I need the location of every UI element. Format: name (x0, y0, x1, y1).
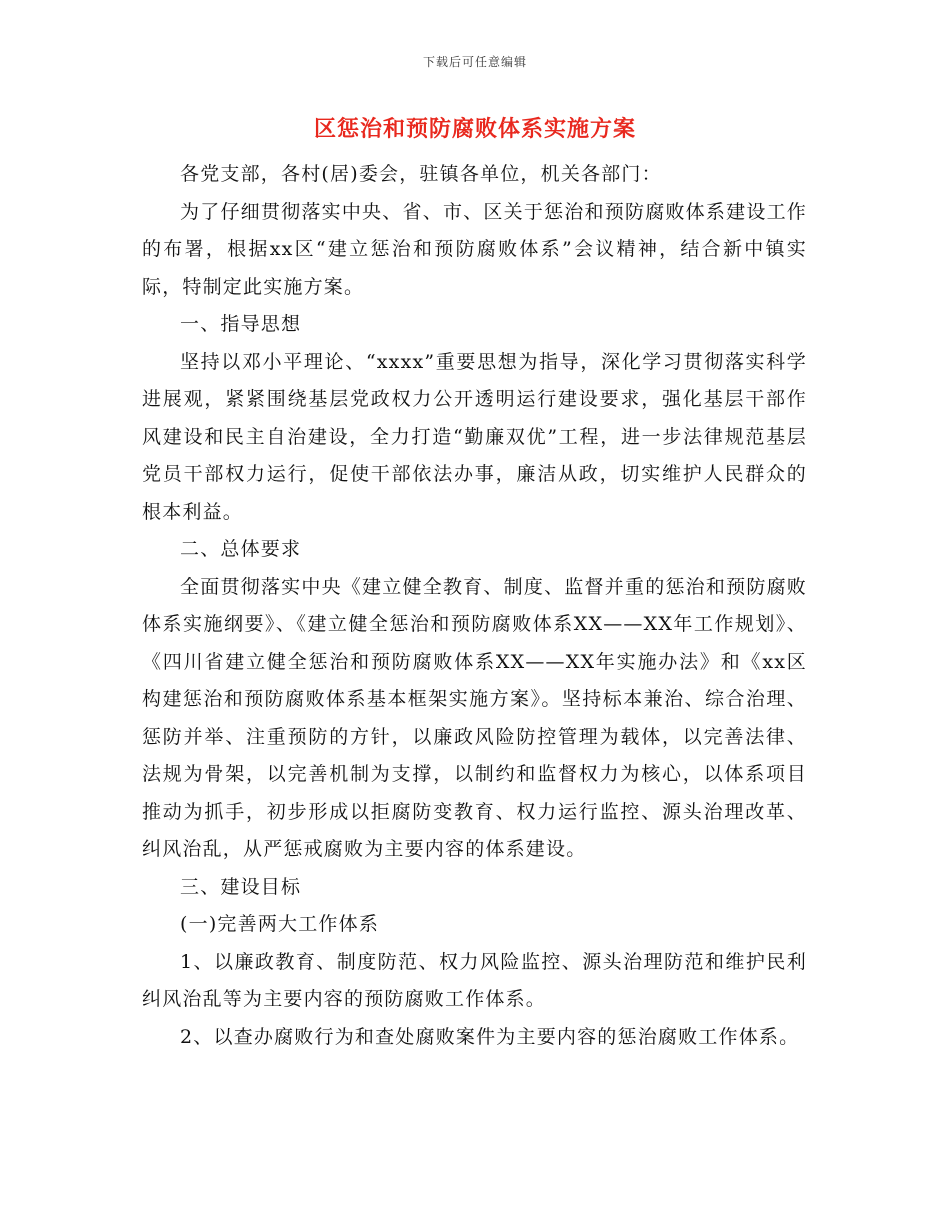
paragraph-overall-requirements: 全面贯彻落实中央《建立健全教育、制度、监督并重的惩治和预防腐败体系实施纲要》、《建立健全惩治和预防腐败体系XX——XX年工作规划》、《四川省建立健全惩治和预防腐败体系XX——XX年实施办法》和《xx区构建惩治和预防腐败体系基本框架实施方案》。坚持标本兼治、综合治理、惩防并举、注重预防的方针，以廉政风险防控管理为载体，以完善法律、法规为骨架，以完善机制为支撑，以制约和监督权力为核心，以体系项目推动为抓手，初步形成以拒腐防变教育、权力运行监控、源头治理改革、纠风治乱，从严惩戒腐败为主要内容的体系建设。 (142, 575, 807, 860)
header-note: 下载后可任意编辑 (422, 55, 527, 69)
section-heading-guiding-thought: 一、指导思想 (180, 313, 302, 335)
section-heading-construction-goals: 三、建设目标 (180, 875, 302, 898)
document-body (142, 156, 807, 1056)
paragraph-intro: 为了仔细贯彻落实中央、省、市、区关于惩治和预防腐败体系建设工作的布署，根据xx区“建立惩治和预防腐败体系”会议精神，结合新中镇实际，特制定此实施方案。 (142, 200, 807, 298)
list-item-punishment-system: 2、以查办腐败行为和查处腐败案件为主要内容的惩治腐败工作体系。 (180, 1025, 800, 1048)
subsection-heading-two-systems: (一)完善两大工作体系 (180, 913, 380, 935)
paragraph-guiding-thought: 坚持以邓小平理论、“xxxx”重要思想为指导，深化学习贯彻落实科学进展观，紧紧围绕基层党政权力公开透明运行建设要求，强化基层干部作风建设和民主自治建设，全力打造“勤廉双优”工程，进一步法律规范基层党员干部权力运行，促使干部依法办事，廉洁从政，切实维护人民群众的根本利益。 (142, 350, 807, 523)
paragraph-salutation: 各党支部，各村(居)委会，驻镇各单位，机关各部门： (180, 163, 662, 185)
section-heading-overall-requirements: 二、总体要求 (180, 538, 302, 560)
document-title: 区惩治和预防腐败体系实施方案 (313, 116, 636, 142)
list-item-prevention-system: 1、以廉政教育、制度防范、权力风险监控、源头治理防范和维护民利纠风治乱等为主要内容的预防腐败工作体系。 (142, 950, 807, 1010)
